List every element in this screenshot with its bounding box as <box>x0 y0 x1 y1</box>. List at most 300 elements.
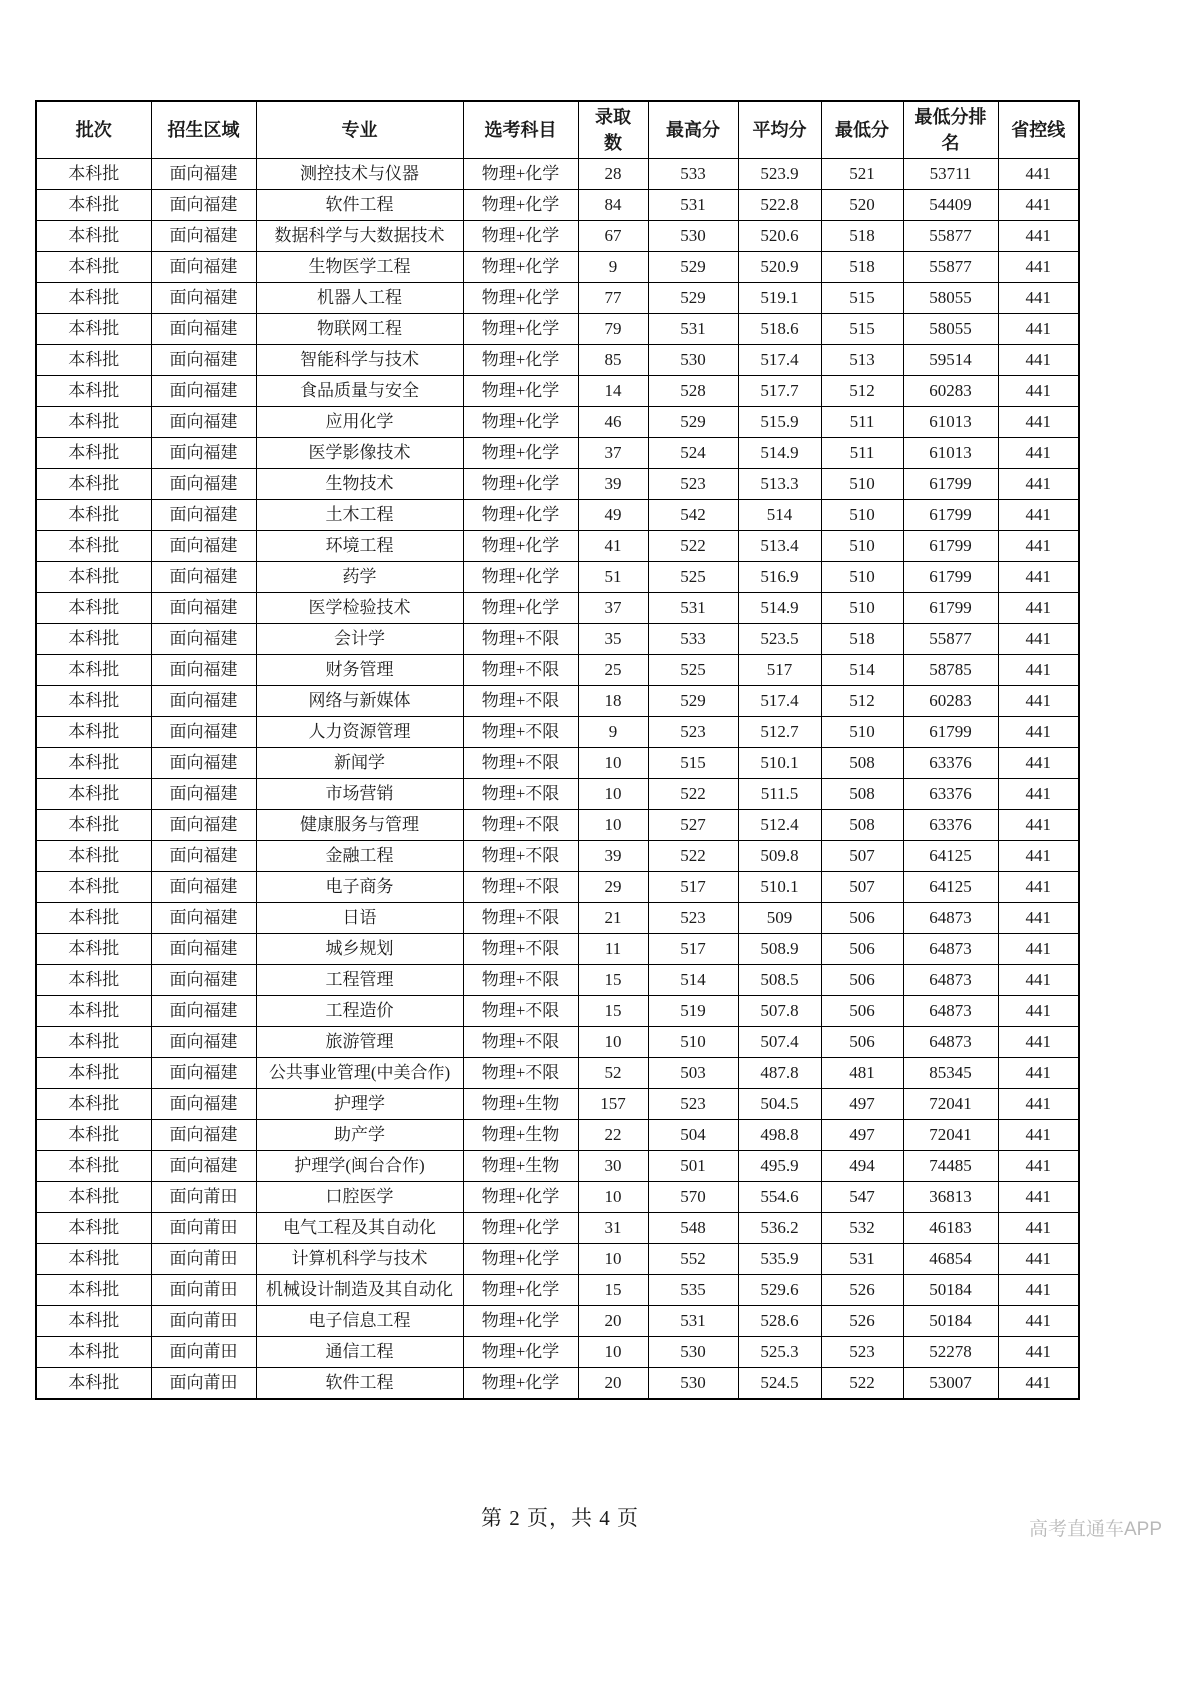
table-row <box>36 593 1079 624</box>
table-cell: 面向莆田 <box>151 1337 256 1368</box>
table-cell: 50184 <box>903 1275 998 1306</box>
table-cell: 物理+化学 <box>463 1213 578 1244</box>
table-row <box>36 717 1079 748</box>
table-cell: 物理+化学 <box>463 190 578 221</box>
table-cell: 面向福建 <box>151 159 256 190</box>
table-cell: 面向福建 <box>151 314 256 345</box>
table-cell: 物理+生物 <box>463 1120 578 1151</box>
table-cell: 487.8 <box>738 1058 821 1089</box>
column-header-0: 批次 <box>36 101 151 159</box>
table-cell: 本科批 <box>36 1089 151 1120</box>
table-cell: 本科批 <box>36 1337 151 1368</box>
table-cell: 数据科学与大数据技术 <box>256 221 463 252</box>
table-cell: 市场营销 <box>256 779 463 810</box>
table-cell: 85345 <box>903 1058 998 1089</box>
table-cell: 512 <box>821 376 903 407</box>
table-cell: 面向福建 <box>151 965 256 996</box>
table-cell: 515 <box>821 283 903 314</box>
table-cell: 日语 <box>256 903 463 934</box>
table-cell: 61013 <box>903 438 998 469</box>
table-cell: 58055 <box>903 314 998 345</box>
table-cell: 441 <box>998 314 1079 345</box>
table-cell: 514 <box>648 965 738 996</box>
table-cell: 523 <box>648 469 738 500</box>
table-cell: 84 <box>578 190 648 221</box>
table-cell: 物理+化学 <box>463 345 578 376</box>
table-cell: 61799 <box>903 593 998 624</box>
table-cell: 本科批 <box>36 345 151 376</box>
table-cell: 人力资源管理 <box>256 717 463 748</box>
table-cell: 本科批 <box>36 872 151 903</box>
table-cell: 面向福建 <box>151 469 256 500</box>
table-cell: 510 <box>821 531 903 562</box>
table-cell: 441 <box>998 965 1079 996</box>
table-cell: 60283 <box>903 686 998 717</box>
table-row <box>36 252 1079 283</box>
table-cell: 513.3 <box>738 469 821 500</box>
table-cell: 面向福建 <box>151 407 256 438</box>
column-header-2: 专业 <box>256 101 463 159</box>
table-cell: 物理+化学 <box>463 1275 578 1306</box>
table-cell: 物理+化学 <box>463 562 578 593</box>
table-cell: 514 <box>738 500 821 531</box>
table-cell: 物理+化学 <box>463 314 578 345</box>
table-cell: 本科批 <box>36 562 151 593</box>
app-watermark: 高考直通车APP <box>1028 1519 1162 1540</box>
table-cell: 441 <box>998 1337 1079 1368</box>
table-cell: 面向福建 <box>151 283 256 314</box>
table-cell: 532 <box>821 1213 903 1244</box>
table-cell: 85 <box>578 345 648 376</box>
table-row <box>36 345 1079 376</box>
table-cell: 157 <box>578 1089 648 1120</box>
table-cell: 物理+不限 <box>463 748 578 779</box>
table-cell: 77 <box>578 283 648 314</box>
table-cell: 510 <box>821 469 903 500</box>
table-cell: 机械设计制造及其自动化 <box>256 1275 463 1306</box>
table-cell: 536.2 <box>738 1213 821 1244</box>
table-cell: 441 <box>998 1244 1079 1275</box>
column-header-5: 最高分 <box>648 101 738 159</box>
table-cell: 522 <box>648 841 738 872</box>
table-cell: 525 <box>648 655 738 686</box>
table-cell: 本科批 <box>36 1120 151 1151</box>
table-cell: 35 <box>578 624 648 655</box>
table-cell: 510 <box>821 593 903 624</box>
table-cell: 物理+化学 <box>463 1182 578 1213</box>
table-cell: 517.4 <box>738 686 821 717</box>
table-cell: 物理+不限 <box>463 624 578 655</box>
table-row <box>36 872 1079 903</box>
table-cell: 金融工程 <box>256 841 463 872</box>
table-row <box>36 1120 1079 1151</box>
table-cell: 物理+化学 <box>463 221 578 252</box>
table-cell: 计算机科学与技术 <box>256 1244 463 1275</box>
table-row <box>36 159 1079 190</box>
page-number: 第 2 页，共 4 页 <box>481 1506 639 1530</box>
table-cell: 520.9 <box>738 252 821 283</box>
table-row <box>36 438 1079 469</box>
table-cell: 本科批 <box>36 1213 151 1244</box>
table-cell: 物理+不限 <box>463 779 578 810</box>
table-cell: 441 <box>998 469 1079 500</box>
table-cell: 509.8 <box>738 841 821 872</box>
table-cell: 522 <box>648 531 738 562</box>
table-cell: 29 <box>578 872 648 903</box>
table-cell: 481 <box>821 1058 903 1089</box>
table-cell: 物理+化学 <box>463 531 578 562</box>
table-cell: 79 <box>578 314 648 345</box>
table-cell: 37 <box>578 593 648 624</box>
table-row <box>36 903 1079 934</box>
table-row <box>36 779 1079 810</box>
table-cell: 441 <box>998 1089 1079 1120</box>
table-cell: 面向福建 <box>151 190 256 221</box>
table-cell: 生物技术 <box>256 469 463 500</box>
table-cell: 441 <box>998 1151 1079 1182</box>
table-cell: 63376 <box>903 748 998 779</box>
table-cell: 面向莆田 <box>151 1306 256 1337</box>
table-cell: 本科批 <box>36 965 151 996</box>
table-cell: 515 <box>648 748 738 779</box>
table-cell: 15 <box>578 1275 648 1306</box>
table-cell: 525.3 <box>738 1337 821 1368</box>
table-cell: 物理+不限 <box>463 810 578 841</box>
table-cell: 441 <box>998 283 1079 314</box>
table-cell: 61799 <box>903 500 998 531</box>
table-cell: 面向莆田 <box>151 1275 256 1306</box>
table-cell: 本科批 <box>36 779 151 810</box>
table-cell: 52 <box>578 1058 648 1089</box>
table-cell: 物理+化学 <box>463 252 578 283</box>
table-cell: 529 <box>648 283 738 314</box>
table-cell: 508 <box>821 810 903 841</box>
table-cell: 533 <box>648 159 738 190</box>
table-cell: 物理+化学 <box>463 283 578 314</box>
table-cell: 电气工程及其自动化 <box>256 1213 463 1244</box>
table-cell: 507 <box>821 872 903 903</box>
table-cell: 41 <box>578 531 648 562</box>
table-cell: 物理+化学 <box>463 500 578 531</box>
column-header-4: 录取数 <box>578 101 648 159</box>
table-row <box>36 686 1079 717</box>
table-cell: 健康服务与管理 <box>256 810 463 841</box>
table-cell: 面向福建 <box>151 655 256 686</box>
table-row <box>36 1058 1079 1089</box>
table-cell: 物理+化学 <box>463 376 578 407</box>
table-row <box>36 810 1079 841</box>
table-row <box>36 531 1079 562</box>
table-cell: 441 <box>998 1027 1079 1058</box>
table-cell: 46183 <box>903 1213 998 1244</box>
table-cell: 517 <box>738 655 821 686</box>
table-cell: 518 <box>821 221 903 252</box>
table-cell: 面向福建 <box>151 686 256 717</box>
table-cell: 514.9 <box>738 438 821 469</box>
table-cell: 61799 <box>903 562 998 593</box>
table-cell: 面向福建 <box>151 345 256 376</box>
table-cell: 面向福建 <box>151 624 256 655</box>
table-cell: 64873 <box>903 965 998 996</box>
table-header-row <box>36 101 1079 159</box>
table-cell: 510.1 <box>738 748 821 779</box>
table-row <box>36 655 1079 686</box>
table-cell: 63376 <box>903 779 998 810</box>
table-cell: 524.5 <box>738 1368 821 1400</box>
column-header-1: 招生区域 <box>151 101 256 159</box>
table-cell: 50184 <box>903 1306 998 1337</box>
table-row <box>36 1275 1079 1306</box>
table-cell: 11 <box>578 934 648 965</box>
column-header-8: 最低分排名 <box>903 101 998 159</box>
table-cell: 504 <box>648 1120 738 1151</box>
table-cell: 441 <box>998 748 1079 779</box>
table-cell: 531 <box>648 190 738 221</box>
table-cell: 28 <box>578 159 648 190</box>
table-cell: 本科批 <box>36 1275 151 1306</box>
table-cell: 441 <box>998 438 1079 469</box>
table-cell: 441 <box>998 345 1079 376</box>
table-cell: 物理+化学 <box>463 1306 578 1337</box>
table-cell: 441 <box>998 1182 1079 1213</box>
table-cell: 本科批 <box>36 717 151 748</box>
table-cell: 523 <box>648 1089 738 1120</box>
table-row <box>36 1337 1079 1368</box>
column-header-3: 选考科目 <box>463 101 578 159</box>
table-cell: 519 <box>648 996 738 1027</box>
table-cell: 507.4 <box>738 1027 821 1058</box>
table-cell: 10 <box>578 779 648 810</box>
table-cell: 本科批 <box>36 624 151 655</box>
table-cell: 物理+不限 <box>463 965 578 996</box>
table-row <box>36 283 1079 314</box>
table-cell: 512.7 <box>738 717 821 748</box>
table-cell: 37 <box>578 438 648 469</box>
table-cell: 55877 <box>903 624 998 655</box>
table-cell: 510 <box>648 1027 738 1058</box>
table-cell: 508 <box>821 748 903 779</box>
table-cell: 59514 <box>903 345 998 376</box>
table-cell: 509 <box>738 903 821 934</box>
table-cell: 面向福建 <box>151 934 256 965</box>
table-cell: 53711 <box>903 159 998 190</box>
table-cell: 507 <box>821 841 903 872</box>
table-row <box>36 624 1079 655</box>
table-cell: 511.5 <box>738 779 821 810</box>
table-cell: 441 <box>998 686 1079 717</box>
table-cell: 508 <box>821 779 903 810</box>
table-cell: 520 <box>821 190 903 221</box>
table-row <box>36 376 1079 407</box>
table-cell: 514 <box>821 655 903 686</box>
table-cell: 504.5 <box>738 1089 821 1120</box>
table-cell: 441 <box>998 903 1079 934</box>
table-row <box>36 1182 1079 1213</box>
table-cell: 物理+不限 <box>463 717 578 748</box>
table-row <box>36 407 1079 438</box>
table-cell: 517.4 <box>738 345 821 376</box>
table-cell: 523.5 <box>738 624 821 655</box>
table-cell: 15 <box>578 965 648 996</box>
table-row <box>36 1027 1079 1058</box>
table-row <box>36 1151 1079 1182</box>
table-row <box>36 841 1079 872</box>
table-cell: 生物医学工程 <box>256 252 463 283</box>
table-cell: 441 <box>998 252 1079 283</box>
table-cell: 土木工程 <box>256 500 463 531</box>
table-row <box>36 1089 1079 1120</box>
table-cell: 物理+化学 <box>463 159 578 190</box>
table-cell: 本科批 <box>36 283 151 314</box>
table-cell: 497 <box>821 1089 903 1120</box>
table-cell: 528.6 <box>738 1306 821 1337</box>
column-header-9: 省控线 <box>998 101 1079 159</box>
table-cell: 510.1 <box>738 872 821 903</box>
table-cell: 物理+化学 <box>463 438 578 469</box>
table-cell: 530 <box>648 1368 738 1400</box>
table-cell: 61799 <box>903 531 998 562</box>
table-cell: 64873 <box>903 996 998 1027</box>
table-cell: 517.7 <box>738 376 821 407</box>
table-cell: 20 <box>578 1368 648 1400</box>
table-cell: 本科批 <box>36 1151 151 1182</box>
table-cell: 通信工程 <box>256 1337 463 1368</box>
table-cell: 10 <box>578 810 648 841</box>
table-cell: 物理+化学 <box>463 1337 578 1368</box>
table-cell: 521 <box>821 159 903 190</box>
table-cell: 441 <box>998 407 1079 438</box>
table-cell: 441 <box>998 841 1079 872</box>
table-cell: 523 <box>648 717 738 748</box>
table-cell: 36813 <box>903 1182 998 1213</box>
table-cell: 514.9 <box>738 593 821 624</box>
table-cell: 570 <box>648 1182 738 1213</box>
table-cell: 531 <box>648 593 738 624</box>
table-cell: 食品质量与安全 <box>256 376 463 407</box>
table-cell: 441 <box>998 500 1079 531</box>
table-cell: 523 <box>648 903 738 934</box>
table-cell: 本科批 <box>36 159 151 190</box>
table-cell: 工程造价 <box>256 996 463 1027</box>
table-cell: 53007 <box>903 1368 998 1400</box>
table-cell: 55877 <box>903 252 998 283</box>
table-cell: 物理+不限 <box>463 841 578 872</box>
table-cell: 面向莆田 <box>151 1244 256 1275</box>
table-cell: 530 <box>648 345 738 376</box>
table-cell: 51 <box>578 562 648 593</box>
table-cell: 441 <box>998 996 1079 1027</box>
table-row <box>36 1368 1079 1400</box>
table-cell: 面向福建 <box>151 562 256 593</box>
table-cell: 46854 <box>903 1244 998 1275</box>
table-cell: 9 <box>578 717 648 748</box>
table-cell: 本科批 <box>36 314 151 345</box>
table-cell: 面向福建 <box>151 1058 256 1089</box>
table-cell: 494 <box>821 1151 903 1182</box>
table-cell: 医学影像技术 <box>256 438 463 469</box>
table-cell: 物理+化学 <box>463 407 578 438</box>
table-cell: 本科批 <box>36 593 151 624</box>
table-cell: 本科批 <box>36 1368 151 1400</box>
table-cell: 497 <box>821 1120 903 1151</box>
table-cell: 软件工程 <box>256 190 463 221</box>
table-cell: 52278 <box>903 1337 998 1368</box>
table-cell: 财务管理 <box>256 655 463 686</box>
table-cell: 39 <box>578 469 648 500</box>
table-cell: 本科批 <box>36 1306 151 1337</box>
table-cell: 513.4 <box>738 531 821 562</box>
table-cell: 441 <box>998 159 1079 190</box>
table-cell: 物理+化学 <box>463 593 578 624</box>
table-cell: 441 <box>998 221 1079 252</box>
table-cell: 506 <box>821 965 903 996</box>
table-cell: 面向莆田 <box>151 1182 256 1213</box>
table-row <box>36 469 1079 500</box>
table-cell: 会计学 <box>256 624 463 655</box>
table-cell: 药学 <box>256 562 463 593</box>
table-cell: 面向莆田 <box>151 1368 256 1400</box>
table-row <box>36 748 1079 779</box>
table-cell: 18 <box>578 686 648 717</box>
table-cell: 医学检验技术 <box>256 593 463 624</box>
table-cell: 本科批 <box>36 748 151 779</box>
table-cell: 508.9 <box>738 934 821 965</box>
table-cell: 67 <box>578 221 648 252</box>
table-cell: 515.9 <box>738 407 821 438</box>
table-cell: 441 <box>998 934 1079 965</box>
table-cell: 本科批 <box>36 1182 151 1213</box>
table-cell: 9 <box>578 252 648 283</box>
table-cell: 508.5 <box>738 965 821 996</box>
table-cell: 面向福建 <box>151 1151 256 1182</box>
table-cell: 60283 <box>903 376 998 407</box>
table-cell: 物理+不限 <box>463 872 578 903</box>
table-row <box>36 934 1079 965</box>
table-cell: 面向福建 <box>151 903 256 934</box>
table-cell: 515 <box>821 314 903 345</box>
table-cell: 本科批 <box>36 841 151 872</box>
table-cell: 548 <box>648 1213 738 1244</box>
table-cell: 506 <box>821 934 903 965</box>
table-cell: 507.8 <box>738 996 821 1027</box>
table-cell: 机器人工程 <box>256 283 463 314</box>
table-cell: 本科批 <box>36 810 151 841</box>
table-cell: 面向福建 <box>151 872 256 903</box>
table-cell: 518 <box>821 624 903 655</box>
table-cell: 510 <box>821 562 903 593</box>
table-cell: 524 <box>648 438 738 469</box>
table-cell: 531 <box>648 314 738 345</box>
table-cell: 面向福建 <box>151 810 256 841</box>
table-cell: 531 <box>648 1306 738 1337</box>
table-cell: 面向福建 <box>151 1027 256 1058</box>
table-cell: 本科批 <box>36 686 151 717</box>
table-cell: 面向福建 <box>151 531 256 562</box>
table-cell: 519.1 <box>738 283 821 314</box>
table-cell: 61799 <box>903 469 998 500</box>
table-cell: 64125 <box>903 841 998 872</box>
table-cell: 物理+生物 <box>463 1089 578 1120</box>
table-cell: 441 <box>998 717 1079 748</box>
table-cell: 本科批 <box>36 376 151 407</box>
table-cell: 531 <box>821 1244 903 1275</box>
table-cell: 测控技术与仪器 <box>256 159 463 190</box>
table-cell: 面向福建 <box>151 717 256 748</box>
table-cell: 441 <box>998 1120 1079 1151</box>
table-cell: 530 <box>648 1337 738 1368</box>
table-cell: 518 <box>821 252 903 283</box>
table-cell: 10 <box>578 1182 648 1213</box>
